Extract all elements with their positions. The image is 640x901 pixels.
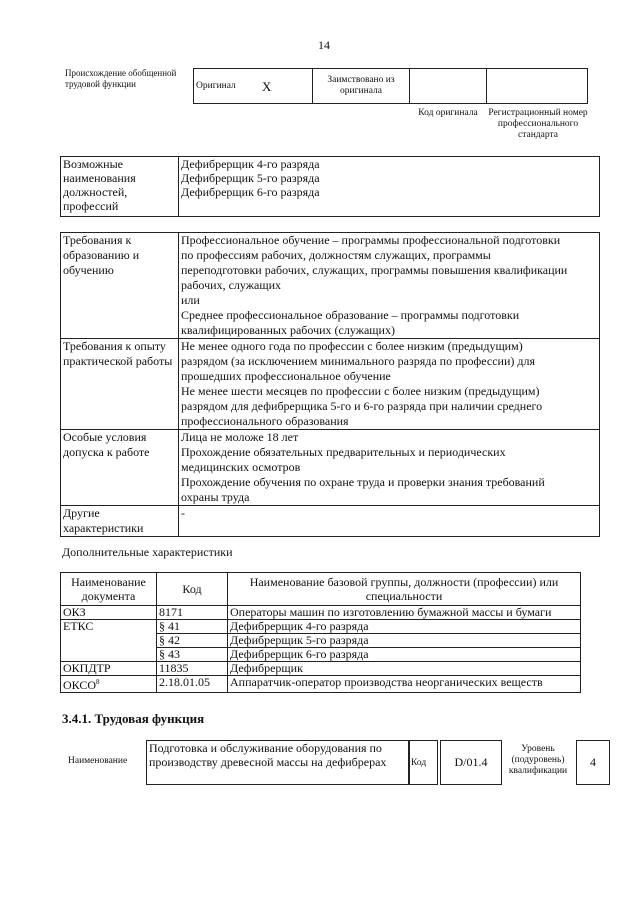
function-code-label: Код xyxy=(409,741,438,785)
req-line: или xyxy=(181,293,200,307)
row-name: Дефибрерщик 6-го разряда xyxy=(228,648,581,662)
row-name: Дефибрерщик 5-го разряда xyxy=(228,634,581,648)
position-item: Дефибрерщик 4-го разряда xyxy=(181,157,320,171)
row-code: § 41 xyxy=(157,620,228,634)
req-line: Лица не моложе 18 лет xyxy=(181,430,299,444)
row-name: Операторы машин по изготовлению бумажной массы и бумаги xyxy=(228,606,581,620)
function-code-table xyxy=(408,740,438,785)
function-code-value-table xyxy=(440,740,502,785)
req-line: рабочих, служащих xyxy=(181,278,282,292)
req-line: разрядом (за исключением минимального разряда по профессии) для xyxy=(181,354,535,368)
origin-mark: X xyxy=(260,69,313,104)
row-code: 2.18.01.05 xyxy=(157,676,228,693)
req-conditions-text xyxy=(179,430,600,506)
req-line: прошедших профессиональное обучение xyxy=(181,369,391,383)
origin-code-cell xyxy=(410,69,487,104)
row-name: Аппаратчик-оператор производства неорганических веществ xyxy=(228,676,581,693)
row-code: 11835 xyxy=(157,662,228,676)
req-line: Прохождение обучения по охране труда и проверки знания требований xyxy=(181,475,545,489)
page-number: 14 xyxy=(318,38,330,52)
origin-label: Происхождение обобщенной трудовой функции xyxy=(65,68,177,89)
req-line: Не менее шести месяцев по профессии с более низким (предыдущим) xyxy=(181,384,540,398)
additional-heading: Дополнительные характеристики xyxy=(62,545,233,559)
req-line: профессионального образования xyxy=(181,414,349,428)
table-row xyxy=(61,676,581,693)
row-doc: ОКЗ xyxy=(61,606,157,620)
function-level-value: 4 xyxy=(577,741,610,785)
row-doc xyxy=(61,676,157,693)
req-conditions-label: Особые условия допуска к работе xyxy=(61,430,179,506)
origin-table xyxy=(193,68,588,104)
table-row xyxy=(61,620,581,634)
function-code-value: D/01.4 xyxy=(441,741,502,785)
position-item: Дефибрерщик 5-го разряда xyxy=(181,171,320,185)
row-doc: ОКПДТР xyxy=(61,662,157,676)
row-code: § 43 xyxy=(157,648,228,662)
req-experience-text xyxy=(179,339,600,430)
req-line: Среднее профессиональное образование – программы подготовки xyxy=(181,308,520,322)
col-header-code: Код xyxy=(157,573,228,606)
row-code: § 42 xyxy=(157,634,228,648)
origin-reg-cell xyxy=(487,69,588,104)
table-row xyxy=(61,662,581,676)
col-header-name: Наименование базовой группы, должности (профессии) или специальности xyxy=(228,573,581,606)
row-doc-text: ОКСО xyxy=(63,678,97,692)
position-item: Дефибрерщик 6-го разряда xyxy=(181,185,320,199)
row-name: Дефибрерщик xyxy=(228,662,581,676)
req-line: разрядом для дефибрерщика 5-го и 6-го разряда при наличии среднего xyxy=(181,399,543,413)
additional-table xyxy=(60,572,581,693)
req-line: охраны труда xyxy=(181,490,250,504)
origin-original: Оригинал xyxy=(194,69,261,104)
function-heading: 3.4.1. Трудовая функция xyxy=(62,711,205,726)
row-doc: ЕТКС xyxy=(61,620,157,662)
req-line: медицинских осмотров xyxy=(181,460,301,474)
positions-table xyxy=(60,156,600,217)
req-line: квалифицированных рабочих (служащих) xyxy=(181,323,395,337)
positions-label: Возможные наименования должностей, профессий xyxy=(61,157,179,217)
req-experience-label: Требования к опыту практической работы xyxy=(61,339,179,430)
req-education-label: Требования к образованию и обучению xyxy=(61,233,179,339)
footnote-marker: 8 xyxy=(96,678,100,686)
function-table xyxy=(146,740,410,785)
req-line: по профессиям рабочих, должностям служащих, программы xyxy=(181,248,491,262)
function-name-value: Подготовка и обслуживание оборудования по производству древесной массы на дефибрерах xyxy=(147,741,410,785)
req-line: - xyxy=(181,506,185,520)
row-code: 8171 xyxy=(157,606,228,620)
origin-reg-caption: Регистрационный номер профессионального стандарта xyxy=(488,108,588,140)
req-line: Профессиональное обучение – программы профессиональной подготовки xyxy=(181,233,561,247)
req-line: Прохождение обязательных предварительных и периодических xyxy=(181,445,506,459)
function-level-label: Уровень (подуровень) квалификации xyxy=(508,744,568,776)
req-line: переподготовки рабочих, служащих, программы повышения квалификации xyxy=(181,263,568,277)
table-row xyxy=(61,606,581,620)
req-education-text xyxy=(179,233,600,339)
req-line: Не менее одного года по профессии с более низким (предыдущим) xyxy=(181,339,523,353)
function-name-label: Наименование xyxy=(68,756,128,766)
col-header-doc: Наименование документа xyxy=(61,573,157,606)
requirements-table xyxy=(60,232,600,537)
origin-code-caption: Код оригинала xyxy=(418,108,478,118)
function-level-table xyxy=(576,740,610,785)
req-other-label: Другие характеристики xyxy=(61,506,179,537)
origin-borrowed: Заимствовано из оригинала xyxy=(313,69,410,104)
req-other-text xyxy=(179,506,600,537)
row-name: Дефибрерщик 4-го разряда xyxy=(228,620,581,634)
positions-list xyxy=(179,157,600,217)
